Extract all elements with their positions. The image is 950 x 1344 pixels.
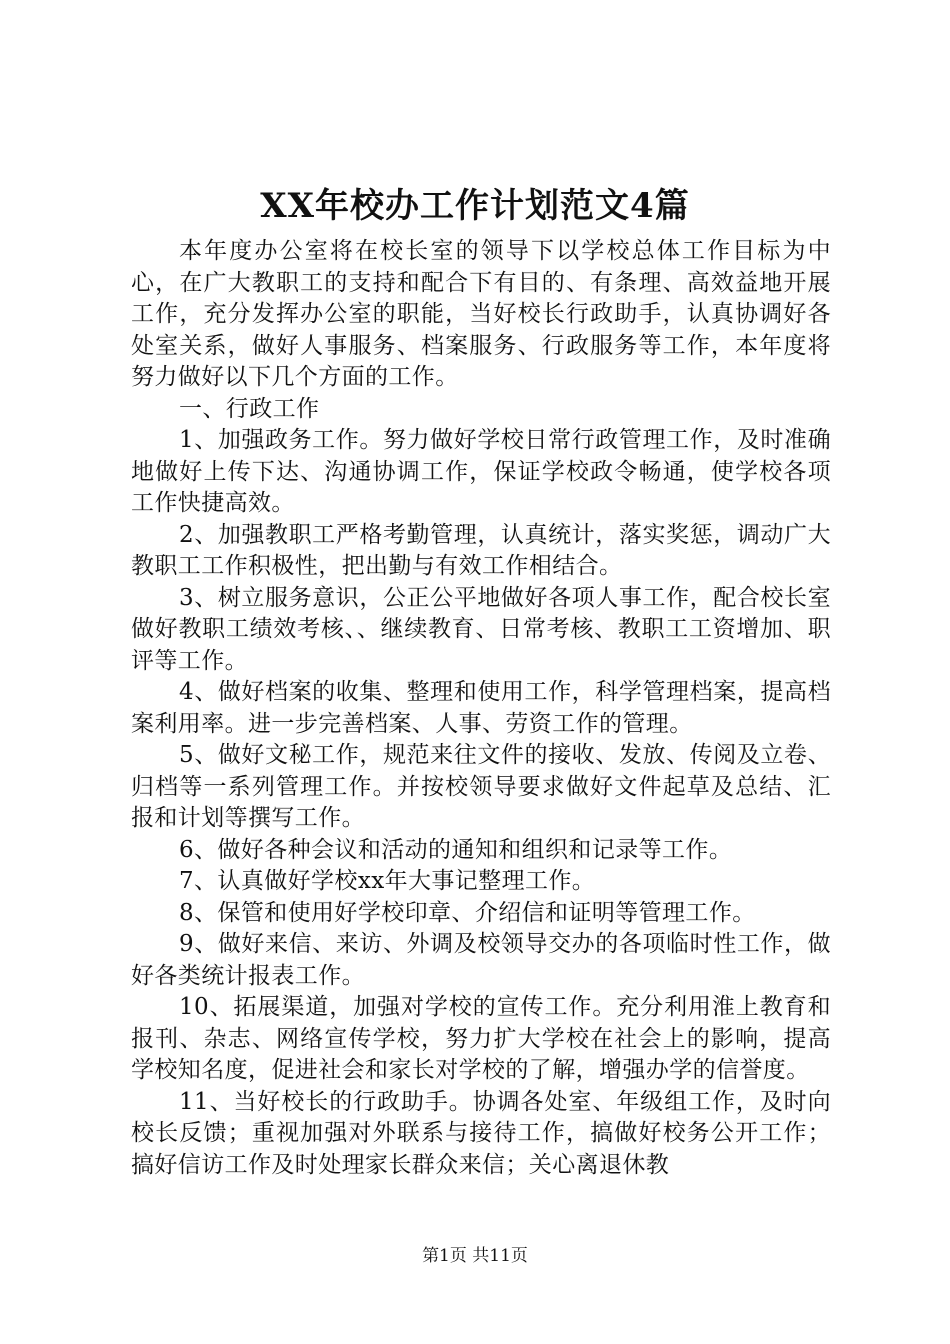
list-item: 6、做好各种会议和活动的通知和组织和记录等工作。 [179, 836, 733, 863]
section-heading: 一、行政工作 [179, 395, 320, 422]
list-item: 9、做好来信、来访、外调及校领导交办的各项临时性工作，做好各类统计报表工作。 [131, 931, 831, 989]
document-body [131, 236, 831, 1181]
list-item: 11、当好校长的行政助手。协调各处室、年级组工作，及时向校长反馈；重视加强对外联系与接待工作，搞做好校务公开工作；搞好信访工作及时处理家长群众来信；关心离退休教 [131, 1088, 831, 1178]
document-title: XX年校办工作计划范文4篇 [260, 186, 690, 226]
list-item: 2、加强教职工严格考勤管理，认真统计，落实奖惩，调动广大教职工工作积极性，把出勤与有效工作相结合。 [131, 521, 831, 579]
list-item: 8、保管和使用好学校印章、介绍信和证明等管理工作。 [179, 899, 756, 926]
list-item: 1、加强政务工作。努力做好学校日常行政管理工作，及时准确地做好上传下达、沟通协调工作，保证学校政令畅通，使学校各项工作快捷高效。 [131, 427, 831, 516]
paragraph-intro: 本年度办公室将在校长室的领导下以学校总体工作目标为中心，在广大教职工的支持和配合下有目的、有条理、高效益地开展工作，充分发挥办公室的职能，当好校长行政助手，认真协调好各处室关系，做好人事服务、档案服务、行政服务等工作，本年度将努力做好以下几个方面的工作。 [131, 238, 831, 390]
list-item: 5、做好文秘工作，规范来往文件的接收、发放、传阅及立卷、归档等一系列管理工作。并按校领导要求做好文件起草及总结、汇报和计划等撰写工作。 [131, 742, 831, 831]
page-footer: 第1页 共11页 [422, 1246, 528, 1266]
list-item: 7、认真做好学校xx年大事记整理工作。 [179, 868, 596, 894]
list-item: 10、拓展渠道，加强对学校的宣传工作。充分利用淮上教育和报刊、杂志、网络宣传学校，努力扩大学校在社会上的影响，提高学校知名度，促进社会和家长对学校的了解，增强办学的信誉度。 [131, 994, 831, 1083]
list-item: 3、树立服务意识，公正公平地做好各项人事工作，配合校长室做好教职工绩效考核、、继续教育、日常考核、教职工工资增加、职评等工作。 [131, 584, 831, 674]
list-item: 4、做好档案的收集、整理和使用工作，科学管理档案，提高档案利用率。进一步完善档案、人事、劳资工作的管理。 [131, 679, 831, 737]
